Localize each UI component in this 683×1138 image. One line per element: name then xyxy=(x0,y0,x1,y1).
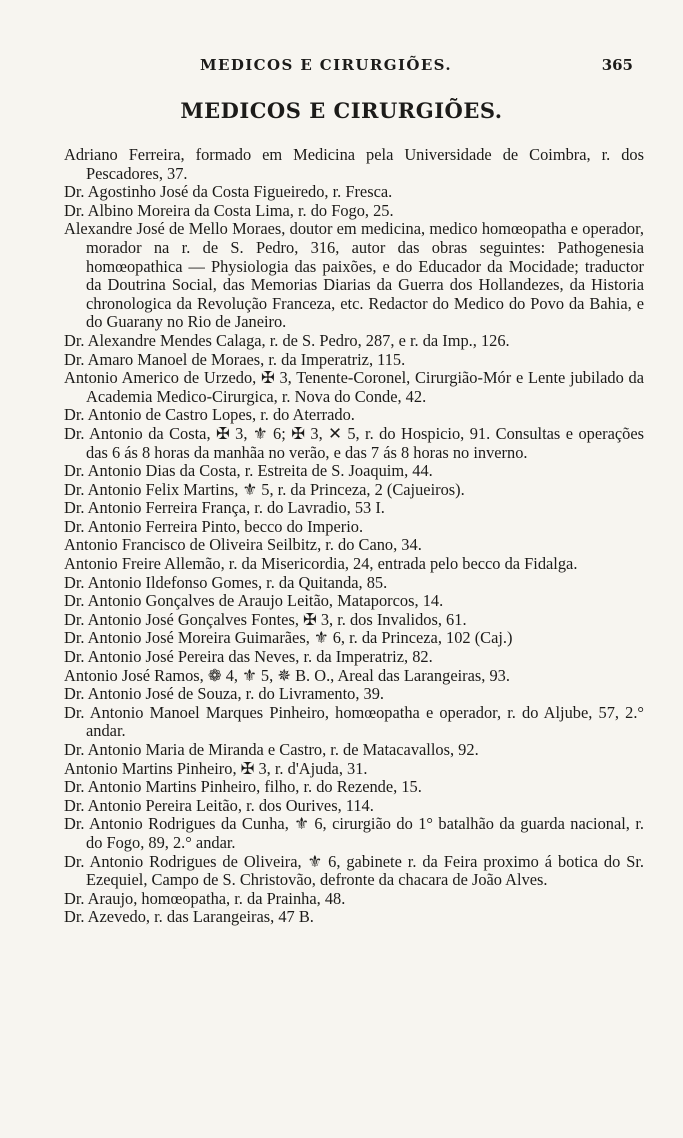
directory-entry: Dr. Antonio Ildefonso Gomes, r. da Quitanda, 85. xyxy=(64,572,388,592)
directory-list xyxy=(64,146,644,927)
directory-entry: Dr. Antonio José Moreira Guimarães, ⚜ 6, r. da Princeza, 102 (Caj.) xyxy=(64,628,513,648)
directory-entry: Dr. Antonio José Pereira das Neves, r. da Imperatriz, 82. xyxy=(64,647,433,667)
running-header xyxy=(0,56,683,80)
directory-entry: Dr. Antonio Ferreira França, r. do Lavradio, 53 I. xyxy=(64,498,385,518)
directory-entry: Dr. Antonio Dias da Costa, r. Estreita de S. Joaquim, 44. xyxy=(64,461,433,481)
directory-entry: Dr. Albino Moreira da Costa Lima, r. do Fogo, 25. xyxy=(64,200,394,220)
directory-entry: Dr. Agostinho José da Costa Figueiredo, r. Fresca. xyxy=(64,182,393,202)
directory-entry: Dr. Antonio Maria de Miranda e Castro, r. de Matacavallos, 92. xyxy=(64,740,479,759)
directory-entry: Dr. Antonio Rodrigues da Cunha, ⚜ 6, cirurgião do 1° batalhão da guarda nacional, r. do Fogo, 89, 2.° andar. xyxy=(64,814,644,852)
directory-entry: Antonio Francisco de Oliveira Seilbitz, r. do Cano, 34. xyxy=(64,535,422,555)
running-title: MEDICOS E CIRURGIÕES. xyxy=(200,56,452,74)
directory-entry: Dr. Antonio Felix Martins, ⚜ 5, r. da Princeza, 2 (Cajueiros). xyxy=(64,479,465,499)
directory-entry: Dr. Antonio Pereira Leitão, r. dos Ourives, 114. xyxy=(64,795,374,815)
directory-entry: Dr. Antonio Ferreira Pinto, becco do Imperio. xyxy=(64,516,364,536)
directory-entry: Dr. Antonio José Gonçalves Fontes, ✠ 3, r. dos Invalidos, 61. xyxy=(64,609,467,629)
directory-entry: Antonio Martins Pinheiro, ✠ 3, r. d'Ajuda, 31. xyxy=(64,758,368,778)
directory-entry: Dr. Antonio Martins Pinheiro, filho, r. do Rezende, 15. xyxy=(64,777,422,797)
directory-entry: Antonio José Ramos, ❁ 4, ⚜ 5, ✵ B. O., Areal das Larangeiras, 93. xyxy=(64,665,510,685)
directory-entry: Dr. Antonio José de Souza, r. do Livramento, 39. xyxy=(64,684,385,704)
directory-entry: Dr. Alexandre Mendes Calaga, r. de S. Pedro, 287, e r. da Imp., 126. xyxy=(64,330,510,350)
directory-entry: Adriano Ferreira, formado em Medicina pela Universidade de Coimbra, r. dos Pescadores, 37. xyxy=(64,145,644,183)
page-number: 365 xyxy=(601,56,633,74)
directory-entry: Dr. Antonio Gonçalves de Araujo Leitão, Mataporcos, 14. xyxy=(64,591,444,611)
directory-entry: Antonio Freire Allemão, r. da Misericordia, 24, entrada pelo becco da Fidalga. xyxy=(64,554,578,574)
directory-entry: Antonio Americo de Urzedo, ✠ 3, Tenente-Coronel, Cirurgião-Mór e Lente jubilado da Academia Medico-Cirurgica, r. Nova do Conde, 42. xyxy=(64,368,644,406)
directory-entry: Dr. Antonio de Castro Lopes, r. do Aterrado. xyxy=(64,405,355,425)
section-title: MEDICOS E CIRURGIÕES. xyxy=(180,98,503,123)
directory-entry: Dr. Azevedo, r. das Larangeiras, 47 B. xyxy=(64,907,314,927)
directory-entry: Dr. Araujo, homœopatha, r. da Prainha, 48. xyxy=(64,888,346,908)
directory-entry: Dr. Antonio da Costa, ✠ 3, ⚜ 6; ✠ 3, ✕ 5, r. do Hospicio, 91. Consultas e operações das 6 ás 8 horas da manhãa no verão, e das 7 ás 8 horas no inverno. xyxy=(64,423,644,462)
directory-entry: Alexandre José de Mello Moraes, doutor em medicina, medico homœopatha e operador, morador na r. de S. Pedro, 316, autor das obras seguintes: Pathogenesia homœopathica — Physiologia das paixões, e do Educador da Mocidade; traductor da Doutrina Social, das Memorias Diarias da Guerra dos Hollandezes, da Historia chronologica da Revolução Franceza, etc. Redactor do Medico do Povo da Bahia, e do Guarany no Rio de Janeiro. xyxy=(64,219,644,332)
directory-entry: Dr. Antonio Manoel Marques Pinheiro, homœopatha e operador, r. do Aljube, 57, 2.° andar. xyxy=(64,702,644,741)
directory-entry: Dr. Antonio Rodrigues de Oliveira, ⚜ 6, gabinete r. da Feira proximo á botica do Sr. Ezequiel, Campo de S. Christovão, defronte da chacara de João Alves. xyxy=(64,851,644,890)
directory-entry: Dr. Amaro Manoel de Moraes, r. da Imperatriz, 115. xyxy=(64,349,406,369)
